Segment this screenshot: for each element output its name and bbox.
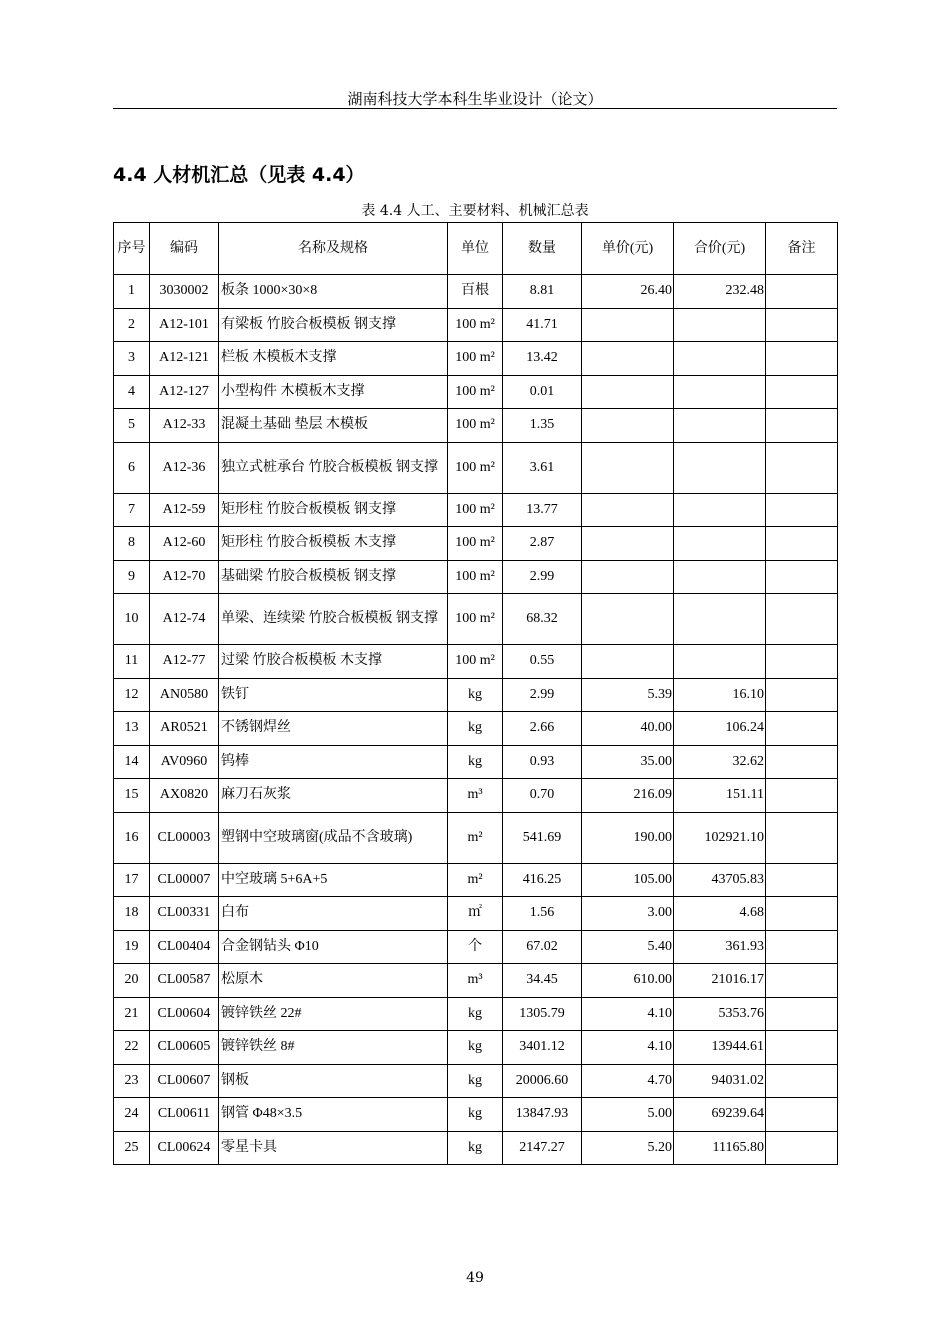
cell-note xyxy=(766,308,838,342)
page-number: 49 xyxy=(466,1270,484,1286)
cell-price: 4.10 xyxy=(582,1031,674,1065)
cell-code: A12-101 xyxy=(150,308,219,342)
table-row xyxy=(114,442,838,493)
header-rule xyxy=(113,108,837,109)
cell-name: 不锈钢焊丝 xyxy=(219,712,448,746)
cell-price: 216.09 xyxy=(582,779,674,813)
cell-code: AN0580 xyxy=(150,678,219,712)
cell-unit: 100 m² xyxy=(448,493,503,527)
col-header-name: 名称及规格 xyxy=(219,223,448,275)
cell-name: 镀锌铁丝 22# xyxy=(219,997,448,1031)
cell-total xyxy=(674,375,766,409)
cell-total: 102921.10 xyxy=(674,812,766,863)
table-row xyxy=(114,342,838,376)
cell-name: 白布 xyxy=(219,897,448,931)
table-row xyxy=(114,897,838,931)
cell-total xyxy=(674,442,766,493)
cell-code: A12-127 xyxy=(150,375,219,409)
cell-qty: 3.61 xyxy=(503,442,582,493)
cell-price xyxy=(582,645,674,679)
col-header-no: 序号 xyxy=(114,223,150,275)
cell-code: A12-36 xyxy=(150,442,219,493)
cell-note xyxy=(766,527,838,561)
table-row xyxy=(114,594,838,645)
cell-qty: 20006.60 xyxy=(503,1064,582,1098)
cell-qty: 34.45 xyxy=(503,964,582,998)
cell-total xyxy=(674,493,766,527)
cell-qty: 0.01 xyxy=(503,375,582,409)
cell-price: 35.00 xyxy=(582,745,674,779)
cell-total xyxy=(674,560,766,594)
cell-total: 21016.17 xyxy=(674,964,766,998)
cell-note xyxy=(766,1064,838,1098)
cell-no: 19 xyxy=(114,930,150,964)
cell-note xyxy=(766,863,838,897)
table-caption: 表 4.4 人工、主要材料、机械汇总表 xyxy=(361,203,589,219)
cell-code: CL00611 xyxy=(150,1098,219,1132)
table-row xyxy=(114,409,838,443)
cell-total: 32.62 xyxy=(674,745,766,779)
table-row xyxy=(114,560,838,594)
cell-name: 单梁、连续梁 竹胶合板模板 钢支撑 xyxy=(219,594,448,645)
cell-no: 17 xyxy=(114,863,150,897)
cell-unit: 100 m² xyxy=(448,342,503,376)
cell-unit: 100 m² xyxy=(448,527,503,561)
cell-code: CL00003 xyxy=(150,812,219,863)
cell-total: 69239.64 xyxy=(674,1098,766,1132)
cell-total: 43705.83 xyxy=(674,863,766,897)
cell-no: 9 xyxy=(114,560,150,594)
cell-no: 16 xyxy=(114,812,150,863)
cell-code: CL00624 xyxy=(150,1131,219,1165)
cell-unit: m² xyxy=(448,812,503,863)
cell-no: 5 xyxy=(114,409,150,443)
cell-total: 4.68 xyxy=(674,897,766,931)
cell-name: 合金钢钻头 Φ10 xyxy=(219,930,448,964)
cell-note xyxy=(766,779,838,813)
table-header-row xyxy=(114,223,838,275)
cell-price: 610.00 xyxy=(582,964,674,998)
cell-code: A12-74 xyxy=(150,594,219,645)
cell-qty: 0.93 xyxy=(503,745,582,779)
cell-qty: 3401.12 xyxy=(503,1031,582,1065)
cell-no: 22 xyxy=(114,1031,150,1065)
cell-unit: ㎡ xyxy=(448,897,503,931)
cell-unit: 个 xyxy=(448,930,503,964)
table-row xyxy=(114,678,838,712)
col-header-total: 合价(元) xyxy=(674,223,766,275)
cell-no: 11 xyxy=(114,645,150,679)
table-row xyxy=(114,1131,838,1165)
cell-unit: 100 m² xyxy=(448,409,503,443)
cell-name: 麻刀石灰浆 xyxy=(219,779,448,813)
cell-code: AX0820 xyxy=(150,779,219,813)
cell-unit: m³ xyxy=(448,779,503,813)
cell-price xyxy=(582,375,674,409)
cell-code: CL00605 xyxy=(150,1031,219,1065)
cell-price: 190.00 xyxy=(582,812,674,863)
cell-qty: 68.32 xyxy=(503,594,582,645)
table-row xyxy=(114,930,838,964)
cell-note xyxy=(766,375,838,409)
cell-unit: kg xyxy=(448,712,503,746)
table-row xyxy=(114,745,838,779)
table-row xyxy=(114,1031,838,1065)
cell-unit: 100 m² xyxy=(448,308,503,342)
cell-code: CL00607 xyxy=(150,1064,219,1098)
cell-no: 10 xyxy=(114,594,150,645)
cell-note xyxy=(766,560,838,594)
cell-total xyxy=(674,594,766,645)
cell-no: 13 xyxy=(114,712,150,746)
cell-qty: 1.35 xyxy=(503,409,582,443)
cell-unit: kg xyxy=(448,1098,503,1132)
cell-no: 12 xyxy=(114,678,150,712)
cell-unit: 100 m² xyxy=(448,645,503,679)
cell-total: 11165.80 xyxy=(674,1131,766,1165)
cell-no: 1 xyxy=(114,275,150,309)
cell-qty: 2.66 xyxy=(503,712,582,746)
cell-code: A12-60 xyxy=(150,527,219,561)
cell-qty: 416.25 xyxy=(503,863,582,897)
cell-total: 106.24 xyxy=(674,712,766,746)
table-row xyxy=(114,493,838,527)
cell-unit: kg xyxy=(448,1064,503,1098)
cell-total xyxy=(674,409,766,443)
cell-no: 6 xyxy=(114,442,150,493)
cell-note xyxy=(766,964,838,998)
cell-total: 13944.61 xyxy=(674,1031,766,1065)
cell-note xyxy=(766,442,838,493)
cell-total xyxy=(674,527,766,561)
cell-total xyxy=(674,342,766,376)
cell-name: 独立式桩承台 竹胶合板模板 钢支撑 xyxy=(219,442,448,493)
cell-code: A12-121 xyxy=(150,342,219,376)
cell-note xyxy=(766,897,838,931)
cell-code: CL00404 xyxy=(150,930,219,964)
cell-price xyxy=(582,594,674,645)
cell-qty: 1.56 xyxy=(503,897,582,931)
cell-total xyxy=(674,308,766,342)
cell-qty: 2.87 xyxy=(503,527,582,561)
cell-note xyxy=(766,678,838,712)
cell-note xyxy=(766,812,838,863)
cell-no: 3 xyxy=(114,342,150,376)
cell-code: CL00587 xyxy=(150,964,219,998)
cell-note xyxy=(766,594,838,645)
cell-name: 基础梁 竹胶合板模板 钢支撑 xyxy=(219,560,448,594)
cell-price: 3.00 xyxy=(582,897,674,931)
cell-note xyxy=(766,745,838,779)
table-row xyxy=(114,964,838,998)
table-row xyxy=(114,863,838,897)
cell-name: 矩形柱 竹胶合板模板 木支撑 xyxy=(219,527,448,561)
table-row xyxy=(114,1098,838,1132)
cell-unit: kg xyxy=(448,997,503,1031)
cell-unit: 100 m² xyxy=(448,442,503,493)
cell-note xyxy=(766,409,838,443)
cell-qty: 1305.79 xyxy=(503,997,582,1031)
cell-qty: 13847.93 xyxy=(503,1098,582,1132)
cell-no: 21 xyxy=(114,997,150,1031)
col-header-price: 单价(元) xyxy=(582,223,674,275)
cell-no: 15 xyxy=(114,779,150,813)
table-row xyxy=(114,308,838,342)
cell-price xyxy=(582,527,674,561)
cell-qty: 2.99 xyxy=(503,560,582,594)
cell-no: 2 xyxy=(114,308,150,342)
cell-no: 24 xyxy=(114,1098,150,1132)
cell-name: 钢板 xyxy=(219,1064,448,1098)
cell-price xyxy=(582,342,674,376)
cell-price: 4.70 xyxy=(582,1064,674,1098)
cell-note xyxy=(766,1031,838,1065)
cell-code: CL00331 xyxy=(150,897,219,931)
cell-note xyxy=(766,930,838,964)
cell-name: 中空玻璃 5+6A+5 xyxy=(219,863,448,897)
cell-no: 7 xyxy=(114,493,150,527)
cell-name: 过梁 竹胶合板模板 木支撑 xyxy=(219,645,448,679)
col-header-code: 编码 xyxy=(150,223,219,275)
col-header-qty: 数量 xyxy=(503,223,582,275)
cell-name: 松原木 xyxy=(219,964,448,998)
cell-note xyxy=(766,1098,838,1132)
cell-price xyxy=(582,493,674,527)
cell-name: 铁钉 xyxy=(219,678,448,712)
cell-name: 镀锌铁丝 8# xyxy=(219,1031,448,1065)
table-body xyxy=(114,275,838,1165)
cell-price: 40.00 xyxy=(582,712,674,746)
cell-no: 23 xyxy=(114,1064,150,1098)
cell-note xyxy=(766,493,838,527)
cell-total xyxy=(674,645,766,679)
cell-qty: 67.02 xyxy=(503,930,582,964)
cell-unit: 百根 xyxy=(448,275,503,309)
cell-no: 14 xyxy=(114,745,150,779)
col-header-unit: 单位 xyxy=(448,223,503,275)
cell-price: 5.00 xyxy=(582,1098,674,1132)
cell-code: AR0521 xyxy=(150,712,219,746)
cell-name: 栏板 木模板木支撑 xyxy=(219,342,448,376)
table-row xyxy=(114,712,838,746)
cell-qty: 0.70 xyxy=(503,779,582,813)
cell-unit: kg xyxy=(448,1131,503,1165)
cell-code: A12-33 xyxy=(150,409,219,443)
cell-total: 361.93 xyxy=(674,930,766,964)
cell-price: 5.40 xyxy=(582,930,674,964)
cell-no: 25 xyxy=(114,1131,150,1165)
cell-code: CL00604 xyxy=(150,997,219,1031)
cell-unit: kg xyxy=(448,745,503,779)
cell-code: A12-70 xyxy=(150,560,219,594)
table-row xyxy=(114,375,838,409)
cell-code: A12-59 xyxy=(150,493,219,527)
cell-name: 有梁板 竹胶合板模板 钢支撑 xyxy=(219,308,448,342)
cell-price xyxy=(582,409,674,443)
summary-table xyxy=(113,222,838,1165)
cell-price: 4.10 xyxy=(582,997,674,1031)
cell-qty: 41.71 xyxy=(503,308,582,342)
cell-name: 钨棒 xyxy=(219,745,448,779)
cell-price: 5.20 xyxy=(582,1131,674,1165)
cell-total: 5353.76 xyxy=(674,997,766,1031)
cell-price: 26.40 xyxy=(582,275,674,309)
section-title: 4.4 人材机汇总（见表 4.4） xyxy=(113,164,365,186)
cell-note xyxy=(766,1131,838,1165)
cell-code: 3030002 xyxy=(150,275,219,309)
cell-qty: 13.77 xyxy=(503,493,582,527)
cell-price xyxy=(582,442,674,493)
cell-qty: 541.69 xyxy=(503,812,582,863)
cell-name: 板条 1000×30×8 xyxy=(219,275,448,309)
cell-name: 零星卡具 xyxy=(219,1131,448,1165)
page-header: 湖南科技大学本科生毕业设计（论文） xyxy=(347,90,603,108)
cell-note xyxy=(766,997,838,1031)
cell-no: 8 xyxy=(114,527,150,561)
cell-unit: kg xyxy=(448,1031,503,1065)
cell-note xyxy=(766,342,838,376)
cell-price: 105.00 xyxy=(582,863,674,897)
cell-name: 混凝土基础 垫层 木模板 xyxy=(219,409,448,443)
cell-name: 矩形柱 竹胶合板模板 钢支撑 xyxy=(219,493,448,527)
cell-qty: 2147.27 xyxy=(503,1131,582,1165)
cell-no: 18 xyxy=(114,897,150,931)
cell-qty: 8.81 xyxy=(503,275,582,309)
cell-unit: 100 m² xyxy=(448,594,503,645)
cell-qty: 0.55 xyxy=(503,645,582,679)
cell-no: 4 xyxy=(114,375,150,409)
table-row xyxy=(114,645,838,679)
table-row xyxy=(114,779,838,813)
table-row xyxy=(114,527,838,561)
cell-total: 94031.02 xyxy=(674,1064,766,1098)
col-header-note: 备注 xyxy=(766,223,838,275)
cell-qty: 2.99 xyxy=(503,678,582,712)
cell-note xyxy=(766,712,838,746)
cell-code: AV0960 xyxy=(150,745,219,779)
cell-total: 232.48 xyxy=(674,275,766,309)
cell-name: 钢管 Φ48×3.5 xyxy=(219,1098,448,1132)
cell-unit: m³ xyxy=(448,964,503,998)
cell-name: 塑钢中空玻璃窗(成品不含玻璃) xyxy=(219,812,448,863)
cell-code: CL00007 xyxy=(150,863,219,897)
cell-name: 小型构件 木模板木支撑 xyxy=(219,375,448,409)
cell-price: 5.39 xyxy=(582,678,674,712)
table-row xyxy=(114,275,838,309)
cell-no: 20 xyxy=(114,964,150,998)
cell-code: A12-77 xyxy=(150,645,219,679)
cell-unit: 100 m² xyxy=(448,560,503,594)
cell-total: 151.11 xyxy=(674,779,766,813)
cell-price xyxy=(582,308,674,342)
table-row xyxy=(114,997,838,1031)
cell-total: 16.10 xyxy=(674,678,766,712)
cell-price xyxy=(582,560,674,594)
cell-unit: m² xyxy=(448,863,503,897)
cell-unit: kg xyxy=(448,678,503,712)
table-row xyxy=(114,812,838,863)
cell-note xyxy=(766,645,838,679)
cell-qty: 13.42 xyxy=(503,342,582,376)
cell-note xyxy=(766,275,838,309)
table-row xyxy=(114,1064,838,1098)
cell-unit: 100 m² xyxy=(448,375,503,409)
